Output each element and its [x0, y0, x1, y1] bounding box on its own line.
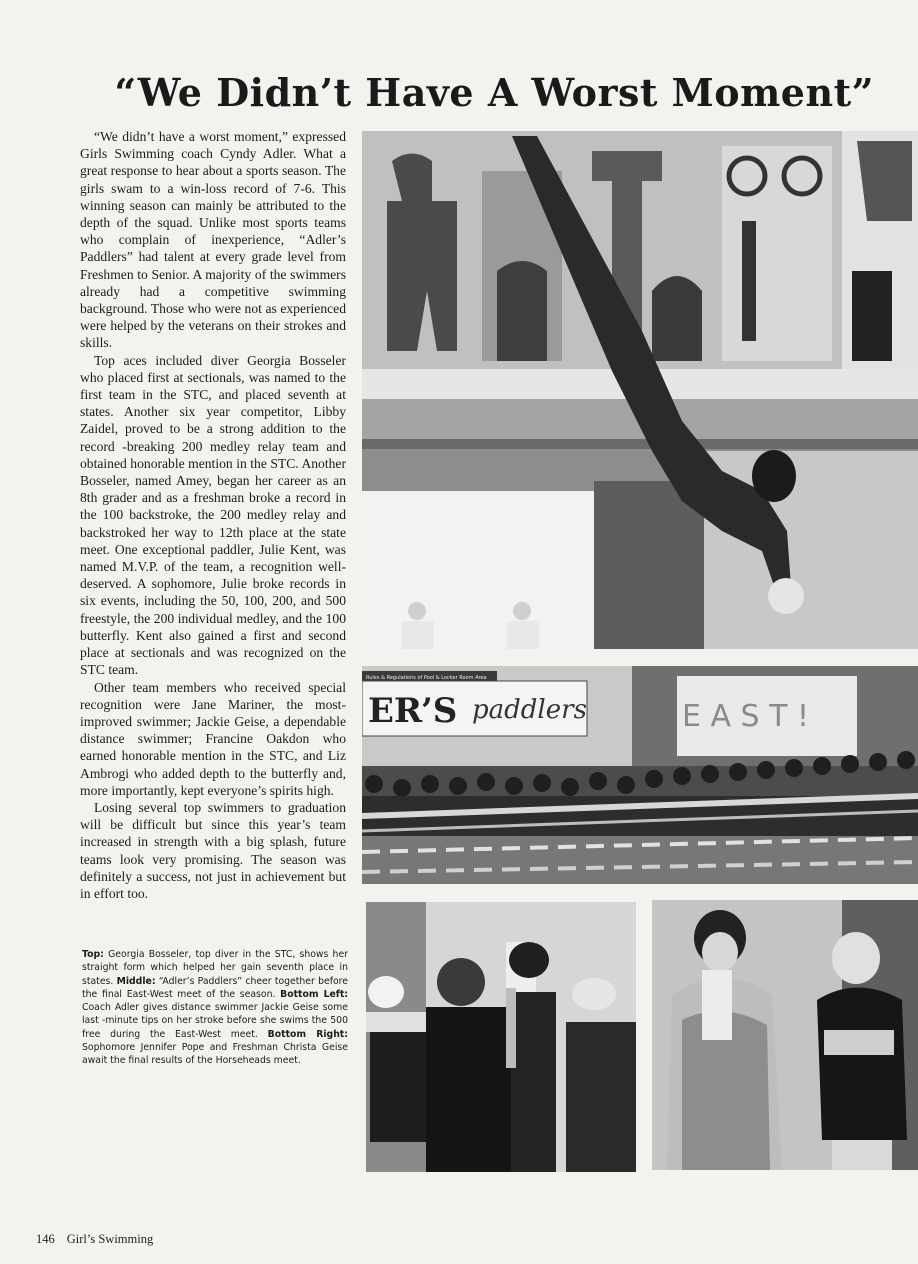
caption-text-middle: “Adler’s Paddlers” cheer together before the final East-West meet of the season.: [82, 975, 348, 1000]
paragraph-4: Losing several top swimmers to graduation will be difficult but since this year’s team increased in strength with a big splash, future teams look very promising. The season was definitely a success, not just in achievement but in effort too.: [80, 799, 346, 901]
photo-captions: [82, 948, 348, 1068]
caption-text-top: Georgia Bosseler, top diver in the STC, shows her straight form which helped her gain seventh place in states.: [82, 949, 348, 987]
caption-label-bottom-left: Bottom Left:: [280, 988, 349, 1000]
caption-label-top: Top:: [82, 949, 104, 960]
photo-banner-east: E A S T !: [682, 699, 810, 734]
photo-banner-left: ER’S: [368, 691, 458, 731]
section-name: Girl’s Swimming: [66, 1232, 154, 1246]
page-footer: [36, 1232, 153, 1247]
paragraph-1: “We didn’t have a worst moment,” expressed Girls Swimming coach Cyndy Adler. What a great response to hear about a sports season. The girls swam to a win-loss record of 7-6. This winning season can mainly be attributed to the depth of the squad. Unlike most sports teams who complain of inexperience, “Adler’s Paddlers” had talent at every grade level from Freshmen to Senior. A majority of the swimmers already had a competitive swimming background. Those who were not as experienced were helped by the veterans on their strokes and skills.: [80, 129, 346, 351]
caption-text-bottom-right: Sophomore Jennifer Pope and Freshman Christa Geise await the final results of the Horseheads meet.: [82, 1042, 348, 1067]
photo-coach-tips: [366, 902, 636, 1172]
caption-text-bottom-left: Coach Adler gives distance swimmer Jackie Geise some last -minute tips on her stroke before she swims the 500 free during the East-West meet.: [82, 1002, 348, 1040]
page-number: 146: [36, 1232, 55, 1246]
paragraph-2: Top aces included diver Georgia Bosseler who placed first at sectionals, was named to the first team in the STC, and placed seventh at states. Another six year competitor, Libby Zaidel, proved to be a strong addition to the record -breaking 200 medley relay team and obtained honorable mention in the STC. Another Bosseler, named Amey, began her career as an 8th grader and as a freshman broke a record in the 100 backstroke, the 200 medley relay and backstroked her way to 12th place at the state meet. One exceptional paddler, Julie Kent, was named M.V.P. of the team, a recognition well-deserved. A sophomore, Julie broke records in six events, including the 50, 100, 200, and 500 freestyle, the 200 individual medley, and the 100 butterfly. Kent also gained a first and second place at sectionals and was recognized on the STC team.: [80, 352, 346, 678]
photo-diver: [362, 131, 918, 649]
caption-label-bottom-right: Bottom Right:: [267, 1028, 348, 1040]
photo-awaiting-results: [652, 900, 918, 1170]
photo-team-cheer: [362, 666, 918, 884]
photo-banner-paddlers: paddlers: [472, 695, 587, 725]
article-body: [80, 128, 346, 902]
page-headline: “We Didn’t Have A Worst Moment”: [114, 70, 874, 115]
paragraph-3: Other team members who received special recognition were Jane Mariner, the most-improved swimmer; Jackie Geise, a dependable distance swimmer; Francine Oakdon who earned honorable mention in the STC, and Liz Ambrogi who added depth to the butterfly and, more importantly, kept everyone’s spirits high.: [80, 679, 346, 798]
caption-label-middle: Middle:: [116, 975, 156, 987]
photo-sign-rules: Rules & Regulations of Pool & Locker Room Area: [366, 675, 487, 681]
